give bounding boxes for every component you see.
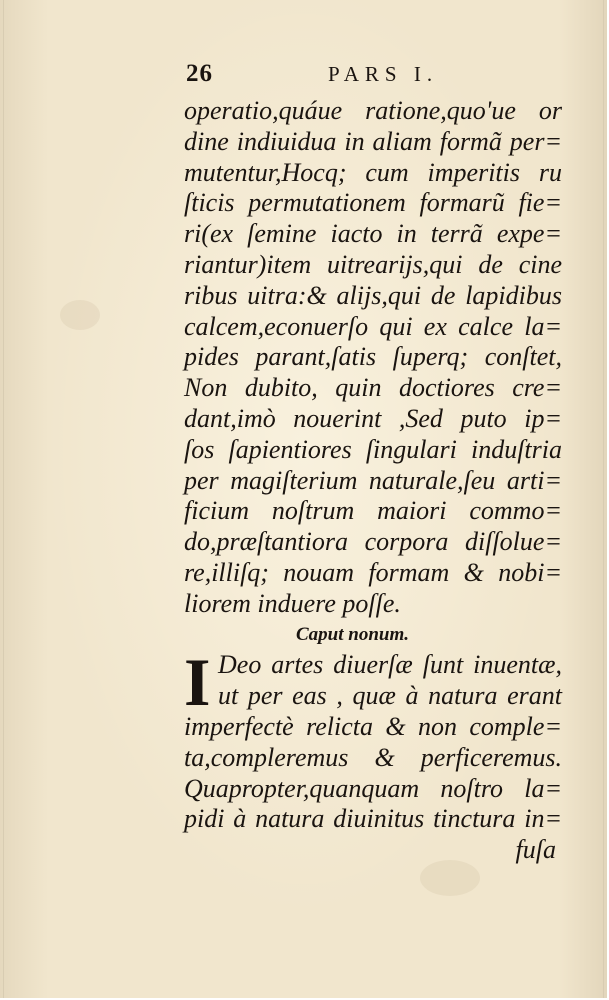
text-line: re,illiſq; nouam formam & nobi= [184,557,562,587]
text-line: operatio,quáue ratione,quo'ue or [184,96,562,125]
running-head: PARS I. [328,62,439,86]
text-line: do,præſtantiora corpora diſſolue= [184,527,562,557]
text-line: riantur)item uitrearijs,qui de cine [184,249,562,279]
paper-stain [60,300,100,330]
text-line: ſticis permutationem formarũ fie= [184,188,562,218]
body-paragraph [184,96,562,620]
text-line: dant,imò nouerint ,Sed puto ip= [184,403,562,433]
catchword: fuſa [515,835,556,865]
text-line: dine indiuidua in aliam formã per= [184,126,562,156]
text-line: ri(ex ſemine iacto in terrã expe= [184,219,562,249]
text-line: Quapropter,quanquam noſtro la= [184,773,562,803]
text-line: mutentur,Hocq; cum imperitis ru [184,157,562,187]
text-line: Deo artes diuerſæ ſunt inuentæ, [218,650,562,680]
scan-edge-right [603,0,604,998]
text-line: ficium noſtrum maiori commo= [184,496,562,526]
text-line: liorem induere poſſe. [184,588,401,618]
text-line: ribus uitra:& alijs,qui de lapidibus [184,280,562,310]
text-line: ut per eas , quæ à natura erant [218,681,562,711]
scan-edge-left [3,0,4,998]
chapter-title: Caput nonum. [296,623,409,645]
page-header [184,56,562,96]
drop-cap-initial: I [184,644,211,721]
text-block [184,56,562,866]
chapter-paragraph [184,644,562,835]
page-number: 26 [186,60,213,87]
text-line: per magiſterium naturale,ſeu arti= [184,465,562,495]
text-line: Non dubito, quin doctiores cre= [184,373,562,403]
text-line: pides parant,ſatis ſuperq; conſtet, [184,342,562,372]
text-line: imperfectè relicta & non comple= [184,711,562,741]
text-line: pidi à natura diuinitus tinctura in= [184,804,562,834]
text-line: ta,compleremus & perficeremus. [184,742,562,772]
text-line: ſos ſapientiores ſingulari induſtria [184,434,562,464]
text-line: calcem,econuerſo qui ex calce la= [184,311,562,341]
